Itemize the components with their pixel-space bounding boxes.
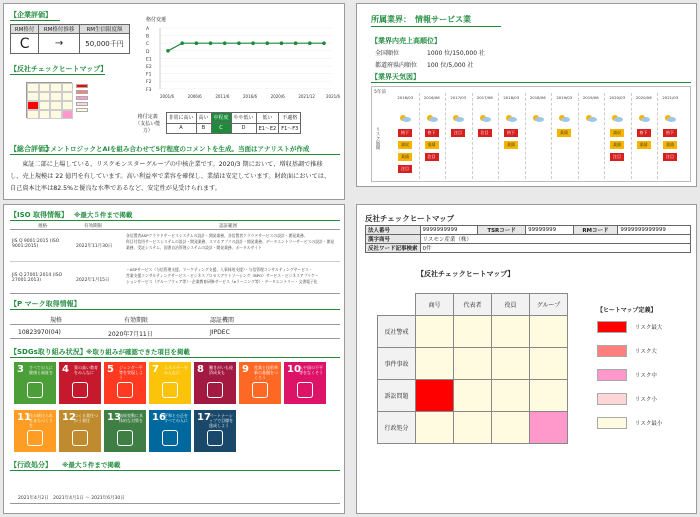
pmark-value: JIPDEC — [210, 329, 230, 336]
rating-header: RM格付 — [11, 25, 39, 34]
weather-badge: 注目 — [398, 165, 412, 173]
weather-badge: 格下 — [504, 129, 518, 137]
sdg-tile-label: つくる責任つかう責任 — [74, 413, 98, 423]
weather-badge: 注目 — [451, 129, 465, 137]
title-underline — [10, 20, 60, 21]
sdg-tile-icon — [162, 430, 178, 446]
weather-badge: 注目 — [478, 129, 492, 137]
weather-divider — [419, 93, 420, 179]
title-underline — [10, 74, 105, 75]
rating-trend-value: → — [39, 34, 80, 54]
mini-heatmap-cell — [50, 83, 62, 92]
title-underline — [10, 220, 340, 221]
sdg-tile — [59, 410, 101, 452]
mini-heatmap-cell — [50, 101, 62, 110]
certification-panel — [3, 204, 345, 514]
mini-heatmap-cell — [50, 110, 62, 119]
mini-legend-swatch — [76, 108, 88, 112]
admin-line: 2021年4月2日 2021年4月1日 〜 2021年6月30日 — [18, 496, 125, 501]
trend-point — [180, 41, 184, 45]
heatmap-row-header: 訴訟問題 — [378, 380, 416, 412]
heatmap-cell — [454, 380, 492, 412]
title-underline — [10, 470, 340, 471]
heatmap-row-header: 事件事故 — [378, 348, 416, 380]
sdg-tile-number: 7 — [152, 364, 159, 375]
mini-heatmap-cell — [39, 110, 51, 119]
sdg-tile-icon — [72, 382, 88, 398]
trend-point — [308, 41, 312, 45]
comment-subtitle: コメントロジックとAIを組み合わせて5行程度のコメントを生成。当面はアナリストが作成 — [44, 145, 310, 153]
mini-heatmap-cell — [27, 101, 39, 110]
sdg-tile — [104, 410, 146, 452]
pmark-header: 規格 — [50, 317, 63, 324]
credit-limit-value: 50,000千円 — [80, 34, 130, 54]
rank-label: 都道府県内順位 — [375, 62, 418, 69]
sdg-tile — [284, 362, 326, 404]
heatmap-row-header: 行政処分 — [378, 412, 416, 444]
weather-month-label: 2017/06 — [476, 95, 493, 100]
rating-header: RM格付推移 — [39, 25, 80, 34]
title-underline — [10, 154, 340, 155]
heatmap-col-header: 代表者 — [454, 294, 492, 316]
sdg-tile-number: 11 — [17, 412, 31, 423]
heatmap-cell — [492, 316, 530, 348]
trend-axis-label: A — [146, 27, 150, 32]
sdg-tile-label: 住み続けられるまちづくりを — [29, 413, 53, 428]
iso-header: 有効期限 — [84, 224, 102, 229]
weather-badge: 減収 — [398, 141, 412, 149]
sdg-tile — [149, 410, 191, 452]
rating-table — [10, 24, 130, 54]
corporate-evaluation-panel — [3, 3, 345, 200]
weather-badge: 業績 — [504, 141, 518, 149]
mini-legend-swatch — [76, 96, 88, 100]
industry-panel — [356, 3, 697, 187]
legend-swatch — [597, 321, 627, 333]
legend-title: 【ヒートマップ定義】 — [597, 307, 657, 314]
weather-divider — [631, 93, 632, 179]
mini-heatmap-cell — [39, 92, 51, 101]
legend-swatch — [597, 393, 627, 405]
trend-point — [280, 41, 284, 45]
weather-badge: 格下 — [663, 129, 677, 137]
trend-chart-title: 格付変遷 — [146, 17, 167, 23]
rating-header: RM生信限度額 — [80, 25, 130, 34]
sdg-tile-number: 10 — [287, 364, 301, 375]
grade-header: 高い — [196, 113, 211, 124]
iso-scope-line: ションサービス（グループウェア等）・企業教育研修サービス（eラーニング等）・データエントリー・文書電子化 — [126, 279, 318, 284]
trend-line — [168, 43, 324, 51]
weather-month-label: 2021/03 — [662, 95, 679, 100]
pmark-header: 有効期限 — [124, 317, 149, 324]
info-label: TSRコード — [478, 226, 526, 235]
pmark-title: 【P マーク取得情報】 — [10, 300, 81, 308]
trend-point — [265, 41, 269, 45]
mini-heatmap-cell — [39, 101, 51, 110]
divider — [10, 324, 340, 325]
trend-axis-label: F1 — [146, 72, 152, 78]
sdg-tile-label: ジェンダー平等を実現しよう — [119, 365, 143, 380]
admin-note: ※最大５件まで掲載 — [62, 461, 121, 469]
sdg-tile-number: 16 — [152, 412, 166, 423]
weather-cloud-icon — [452, 107, 464, 115]
sdg-tile-number: 4 — [62, 364, 69, 375]
grade-header: 不適格 — [279, 113, 301, 124]
sdg-tile — [239, 362, 281, 404]
weather-years-label: 5年前 — [374, 90, 386, 95]
weather-month-label: 2016/06 — [423, 95, 440, 100]
trend-axis-label: E1 — [146, 57, 152, 63]
iso-scope-line: 各信置者ASPクラウドサービスシステムの設計・開発業務、各信置者クラウドサービスの設計・開発業務、 — [126, 233, 308, 238]
sdg-tile-number: 3 — [17, 364, 24, 375]
trend-year-label: 2016/6 — [243, 94, 258, 99]
legend-swatch — [597, 369, 627, 381]
info-label: RMコード — [573, 226, 618, 235]
iso-date: 2022年11月30日 — [76, 244, 113, 249]
weather-cloud-icon — [611, 107, 623, 115]
grade-value-current: C — [211, 123, 231, 134]
divider — [10, 229, 340, 230]
mini-heatmap-cell — [39, 83, 51, 92]
rating-value: C — [11, 34, 39, 54]
weather-month-label: 2020/03 — [609, 95, 626, 100]
weather-month-label: 2020/06 — [635, 95, 652, 100]
rank-title: 【業界内売上高順位】 — [371, 37, 441, 45]
sdgs-note: ※取り組みが確認できた項目を掲載 — [86, 348, 190, 356]
mini-heatmap-cell — [62, 83, 74, 92]
sdgs-tiles — [14, 362, 334, 458]
sdg-tile-number: 13 — [107, 412, 121, 423]
iso-scope-line: 業務、受託システム、国書自治管理システムの設計・開発業務、ポータルサイト — [126, 245, 262, 250]
sdg-tile-label: すべての人に健康と福祉を — [29, 365, 53, 375]
info-value: リスモン産業（株） — [420, 235, 690, 244]
sdg-tile-number: 17 — [197, 412, 211, 423]
trend-point — [251, 41, 255, 45]
weather-badge: 格下 — [637, 129, 651, 137]
weather-month-label: 2019/06 — [582, 95, 599, 100]
antisocial-check-panel — [356, 204, 697, 514]
grade-row-label: 格付定義（支払い能力） — [135, 113, 161, 134]
sdg-tile-icon — [252, 382, 268, 398]
heatmap-col-header: 商号 — [416, 294, 454, 316]
weather-divider — [604, 93, 605, 179]
sdg-tile-label: 働きがいも経済成長も — [209, 365, 233, 375]
info-label: 反社ワード記事検索 — [366, 244, 421, 253]
weather-badge: 業績 — [425, 141, 439, 149]
weather-divider — [551, 93, 552, 179]
weather-badge: 業績 — [557, 129, 571, 137]
sdg-tile-icon — [72, 430, 88, 446]
sdg-tile — [14, 362, 56, 404]
sdg-tile-icon — [117, 430, 133, 446]
iso-header: 認証範囲 — [219, 224, 237, 229]
mini-heatmap-cell — [62, 110, 74, 119]
divider — [10, 503, 340, 504]
legend-swatch — [597, 345, 627, 357]
grade-header-current: 中程度 — [211, 113, 231, 124]
grade-value: F1〜F3 — [279, 123, 301, 134]
weather-cloud-icon — [399, 107, 411, 115]
heatmap-row-header: 反社警戒 — [378, 316, 416, 348]
antisocial-heatmap — [377, 293, 568, 444]
weather-divider — [472, 93, 473, 179]
sdg-tile-number: 12 — [62, 412, 76, 423]
weather-divider — [498, 93, 499, 179]
heatmap-cell — [454, 316, 492, 348]
panel-title: 反社チェックヒートマップ — [365, 214, 455, 223]
pmark-value: 2020年7月11日 — [108, 331, 153, 338]
weather-badge: 業績 — [398, 153, 412, 161]
info-value: 9999999999 — [420, 226, 477, 235]
trend-point — [223, 41, 227, 45]
mini-heatmap-cell — [27, 110, 39, 119]
grade-value: E1〜E2 — [256, 123, 279, 134]
legend-label: リスク小 — [635, 397, 657, 403]
sdg-tile-label: 平和と公正をすべての人に — [164, 413, 188, 423]
sdgs-title: 【SDGs取り組み状況】 — [10, 348, 87, 356]
industry-weather-chart — [371, 86, 691, 182]
rank-label: 全国順位 — [375, 50, 400, 57]
divider — [10, 338, 340, 339]
sdg-tile-number: 8 — [197, 364, 204, 375]
trend-year-label: 2006/6 — [187, 94, 202, 99]
weather-side-label: リスク展開 — [375, 127, 380, 150]
weather-badge: 注目 — [663, 153, 677, 161]
heatmap-cell — [492, 412, 530, 444]
trend-point — [195, 41, 199, 45]
iso-scope-line: 営業支援コンサルティングサービス・ビジネスプロセスアウトソーシング（BPO）サービス・ビジネスアプリケー — [126, 273, 319, 278]
pmark-value: 10823970(04) — [18, 329, 61, 336]
mini-heatmap-cell — [27, 83, 39, 92]
trend-axis-label: F3 — [146, 87, 152, 93]
sdg-tile-label: エネルギーをみんなに — [164, 365, 188, 375]
legend-swatch — [597, 417, 627, 429]
heatmap-cell — [416, 380, 454, 412]
heatmap-cell — [492, 348, 530, 380]
trend-axis-label: E2 — [146, 65, 152, 70]
trend-point — [322, 41, 326, 45]
sdg-tile-icon — [207, 382, 223, 398]
sdg-tile-icon — [117, 382, 133, 398]
sdg-tile — [194, 410, 236, 452]
mini-heatmap-cell — [62, 92, 74, 101]
iso-scope-line: ・ASPサービス（与信管理支援、マーケティング支援、人事採用支援）・与信管理コンサルティングサービス・ — [126, 267, 313, 272]
pmark-header: 認証機関 — [210, 317, 235, 324]
divider — [10, 261, 340, 262]
trend-point — [166, 49, 170, 53]
heatmap-cell — [530, 348, 568, 380]
trend-axis-label: C — [146, 42, 150, 48]
iso-note: ※最大５件まで掲載 — [74, 211, 133, 219]
weather-month-label: 2018/03 — [503, 95, 520, 100]
industry-value: 情報サービス業 — [415, 15, 471, 24]
weather-badge: 減収 — [610, 129, 624, 137]
comment-line: し、売上規模は 22 億円を有しています。高い利益率で業容を確保し、業績は安定しています。財政面においては、 — [10, 173, 331, 180]
weather-month-label: 2016/03 — [397, 95, 414, 100]
sdg-tile-icon — [27, 382, 43, 398]
grade-value: A — [166, 123, 196, 134]
trend-year-label: 2021/12 — [298, 94, 315, 99]
weather-cloud-icon — [532, 107, 544, 115]
mini-heatmap-cell — [27, 92, 39, 101]
weather-month-label: 2018/06 — [529, 95, 546, 100]
info-value: 99999999 — [526, 226, 573, 235]
weather-cloud-icon — [664, 107, 676, 115]
weather-month-label: 2019/03 — [556, 95, 573, 100]
rank-value: 100 位/5,000 社 — [427, 62, 474, 69]
grade-definition-table — [132, 112, 301, 134]
grade-header: やや低い — [231, 113, 256, 124]
legend-label: リスク最小 — [635, 421, 663, 427]
heatmap-cell — [530, 380, 568, 412]
heatmap-cell — [416, 316, 454, 348]
sdg-tile — [104, 362, 146, 404]
sdg-tile — [14, 410, 56, 452]
heatmap-cell — [530, 412, 568, 444]
grade-header: 低い — [256, 113, 279, 124]
title-underline — [10, 309, 340, 310]
trend-axis-label: F2 — [146, 80, 152, 86]
weather-badge: 業績 — [637, 141, 651, 149]
sdg-tile-icon — [162, 382, 178, 398]
weather-month-label: 2017/03 — [450, 95, 467, 100]
trend-axis-label: D — [146, 49, 150, 55]
heatmap-cell — [454, 348, 492, 380]
admin-title: 【行政処分】 — [10, 461, 52, 469]
heatmap-cell — [416, 412, 454, 444]
heatmap-mini-title: 【反社チェックヒートマップ】 — [10, 65, 108, 73]
iso-code: JIS Q 9001:2015 (ISO 9001:2015) — [12, 239, 60, 249]
sdg-tile-number: 5 — [107, 364, 114, 375]
heatmap-cell — [530, 316, 568, 348]
weather-title: 【業界天気図】 — [371, 73, 420, 81]
weather-cloud-icon — [558, 107, 570, 115]
heatmap-col-header: 役員 — [492, 294, 530, 316]
sdg-tile — [59, 362, 101, 404]
grade-value: D — [231, 123, 256, 134]
grade-header: 非常に高い — [166, 113, 196, 124]
iso-title: 【ISO 取得情報】 — [10, 211, 69, 219]
sdg-tile — [194, 362, 236, 404]
trend-year-label: 2011/6 — [215, 94, 230, 99]
weather-cloud-icon — [505, 107, 517, 115]
sdg-tile-icon — [207, 430, 223, 446]
weather-badge: 注目 — [610, 153, 624, 161]
sdg-tile-label: パートナーシップで目標を達成しよう — [209, 413, 234, 428]
weather-cloud-icon — [479, 107, 491, 115]
trend-axis-label: B — [146, 34, 150, 40]
mini-heatmap — [26, 82, 72, 118]
title-underline — [371, 82, 691, 83]
weather-cloud-icon — [585, 107, 597, 115]
weather-badge: 注目 — [425, 153, 439, 161]
legend-label: リスク大 — [635, 349, 657, 355]
sdg-tile-label: 産業と技術革新の基盤をつくろう — [254, 365, 278, 380]
sdg-tile-label: 人や国の不平等をなくそう — [299, 365, 323, 375]
legend-label: リスク中 — [635, 373, 657, 379]
sdg-tile-label: 質の高い教育をみんなに — [74, 365, 98, 375]
corporate-evaluation-title: 【企業評価】 — [10, 11, 52, 19]
weather-badge: 格下 — [425, 129, 439, 137]
company-info-table — [365, 225, 691, 253]
iso-header: 規格 — [38, 224, 47, 229]
comment-title: 【総合評価】 — [10, 145, 52, 153]
mini-legend-swatch — [76, 90, 88, 94]
iso-scope-line: 科目付信用サービスシステムの設計・開発業務、スマホアプリの設計・開発業務、データエントリーサービスの設計・開発 — [126, 239, 335, 244]
trend-point — [209, 41, 213, 45]
heatmap-title: 【反社チェックヒートマップ】 — [417, 270, 515, 278]
info-value: 9999999999999 — [618, 226, 691, 235]
rating-trend-chart — [146, 24, 341, 100]
mini-legend-swatch — [76, 84, 88, 88]
title-underline — [371, 26, 501, 27]
info-label: 漢字商号 — [366, 235, 421, 244]
sdg-tile-icon — [297, 382, 313, 398]
mini-heatmap-cell — [50, 92, 62, 101]
sdg-tile — [149, 362, 191, 404]
sdg-tile-number: 9 — [242, 364, 249, 375]
weather-cloud-icon — [426, 107, 438, 115]
weather-badge: 業績 — [663, 141, 677, 149]
mini-legend-swatch — [76, 102, 88, 106]
weather-divider — [578, 93, 579, 179]
industry-label: 所属業界： — [371, 15, 411, 24]
iso-code: JIS Q 27001:2014 (ISO 27001:2013) — [12, 273, 63, 283]
title-underline — [10, 357, 340, 358]
iso-date: 2022年1月15日 — [76, 278, 110, 283]
grade-value: B — [196, 123, 211, 134]
weather-divider — [525, 93, 526, 179]
weather-badge: 業績 — [610, 141, 624, 149]
heatmap-cell — [416, 348, 454, 380]
sdg-tile-label: 気候変動に具体的な対策を — [119, 413, 143, 423]
rank-value: 1000 位/150,000 社 — [427, 50, 485, 57]
trend-year-label: 2020/6 — [270, 94, 285, 99]
heatmap-cell — [492, 380, 530, 412]
heatmap-cell — [454, 412, 492, 444]
weather-divider — [445, 93, 446, 179]
trend-year-label: 2021/6 — [326, 94, 341, 99]
heatmap-col-header: グループ — [530, 294, 568, 316]
info-value: 0件 — [420, 244, 690, 253]
mini-heatmap-cell — [62, 101, 74, 110]
trend-point — [294, 41, 298, 45]
weather-divider — [657, 93, 658, 179]
comment-line: 東証二部に上場している、リスクモンスターグループの中核企業です。2020/3 期において、増収基調で推移 — [22, 161, 323, 168]
weather-cloud-icon — [638, 107, 650, 115]
sdg-tile-icon — [27, 430, 43, 446]
info-label: 法人番号 — [366, 226, 421, 235]
divider — [10, 293, 340, 294]
trend-year-label: 2001/6 — [160, 94, 175, 99]
legend-label: リスク最大 — [635, 325, 663, 331]
trend-point — [237, 41, 241, 45]
comment-line: 自己資本比率は82.5%と優良な水準であるなど、安定性が見受けられます。 — [10, 185, 221, 192]
weather-badge: 格下 — [398, 129, 412, 137]
